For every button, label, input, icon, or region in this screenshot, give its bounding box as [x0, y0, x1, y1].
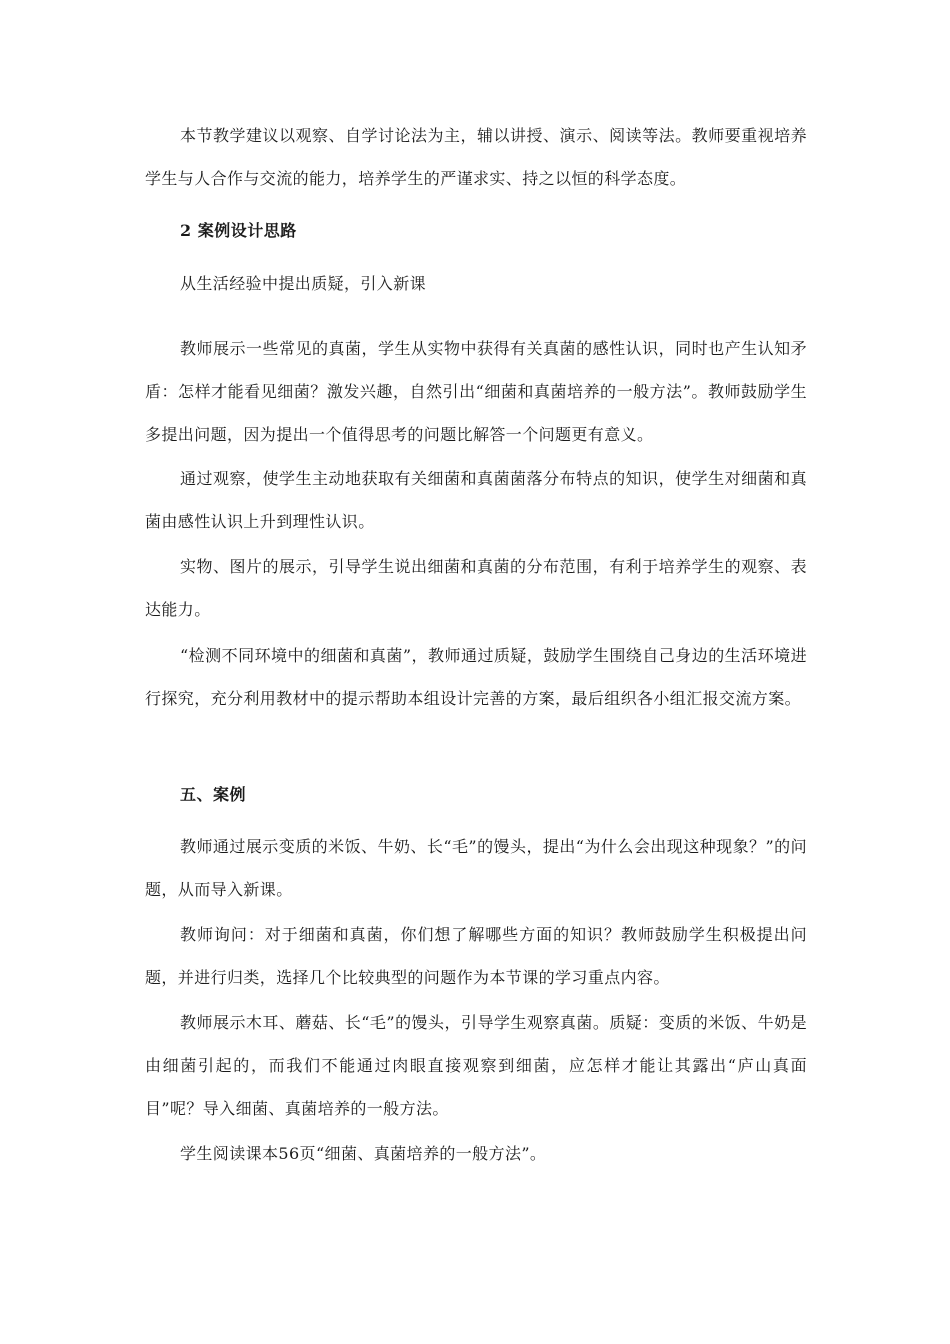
paragraph-observation: 通过观察，使学生主动地获取有关细菌和真菌菌落分布特点的知识，使学生对细菌和真菌由感性认识上升到理性认识。 [145, 469, 807, 531]
paragraph-display-pictures: 实物、图片的展示，引导学生说出细菌和真菌的分布范围，有利于培养学生的观察、表达能力。 [145, 557, 807, 619]
paragraph-show-mushrooms: 教师展示木耳、蘑菇、长“毛”的馒头，引导学生观察真菌。质疑：变质的米饭、牛奶是由细菌引起的，而我们不能通过肉眼直接观察到细菌，应怎样才能让其露出“庐山真面目”呢？导入细菌、真菌培养的一般方法。 [145, 1013, 807, 1118]
heading-case-design: 2 案例设计思路 [180, 221, 297, 240]
paragraph-introduce-lesson: 从生活经验中提出质疑，引入新课 [180, 274, 427, 293]
paragraph-teaching-suggestion: 本节教学建议以观察、自学讨论法为主，辅以讲授、演示、阅读等法。教师要重视培养学生与人合作与交流的能力，培养学生的严谨求实、持之以恒的科学态度。 [145, 126, 807, 188]
paragraph-spoiled-food: 教师通过展示变质的米饭、牛奶、长“毛”的馒头，提出“为什么会出现这种现象？”的问题，从而导入新课。 [145, 837, 807, 899]
paragraph-read-textbook: 学生阅读课本56页“细菌、真菌培养的一般方法”。 [180, 1144, 547, 1163]
paragraph-show-fungi: 教师展示一些常见的真菌，学生从实物中获得有关真菌的感性认识，同时也产生认知矛盾：怎样才能看见细菌？激发兴趣，自然引出“细菌和真菌培养的一般方法”。教师鼓励学生多提出问题，因为提出一个值得思考的问题比解答一个问题更有意义。 [145, 339, 807, 444]
paragraph-teacher-question: 教师询问：对于细菌和真菌，你们想了解哪些方面的知识？教师鼓励学生积极提出问题，并进行归类，选择几个比较典型的问题作为本节课的学习重点内容。 [145, 925, 807, 987]
paragraph-detection-experiment: “检测不同环境中的细菌和真菌”，教师通过质疑，鼓励学生围绕自己身边的生活环境进行探究，充分利用教材中的提示帮助本组设计完善的方案，最后组织各小组汇报交流方案。 [145, 646, 807, 708]
heading-case: 五、案例 [180, 785, 247, 804]
